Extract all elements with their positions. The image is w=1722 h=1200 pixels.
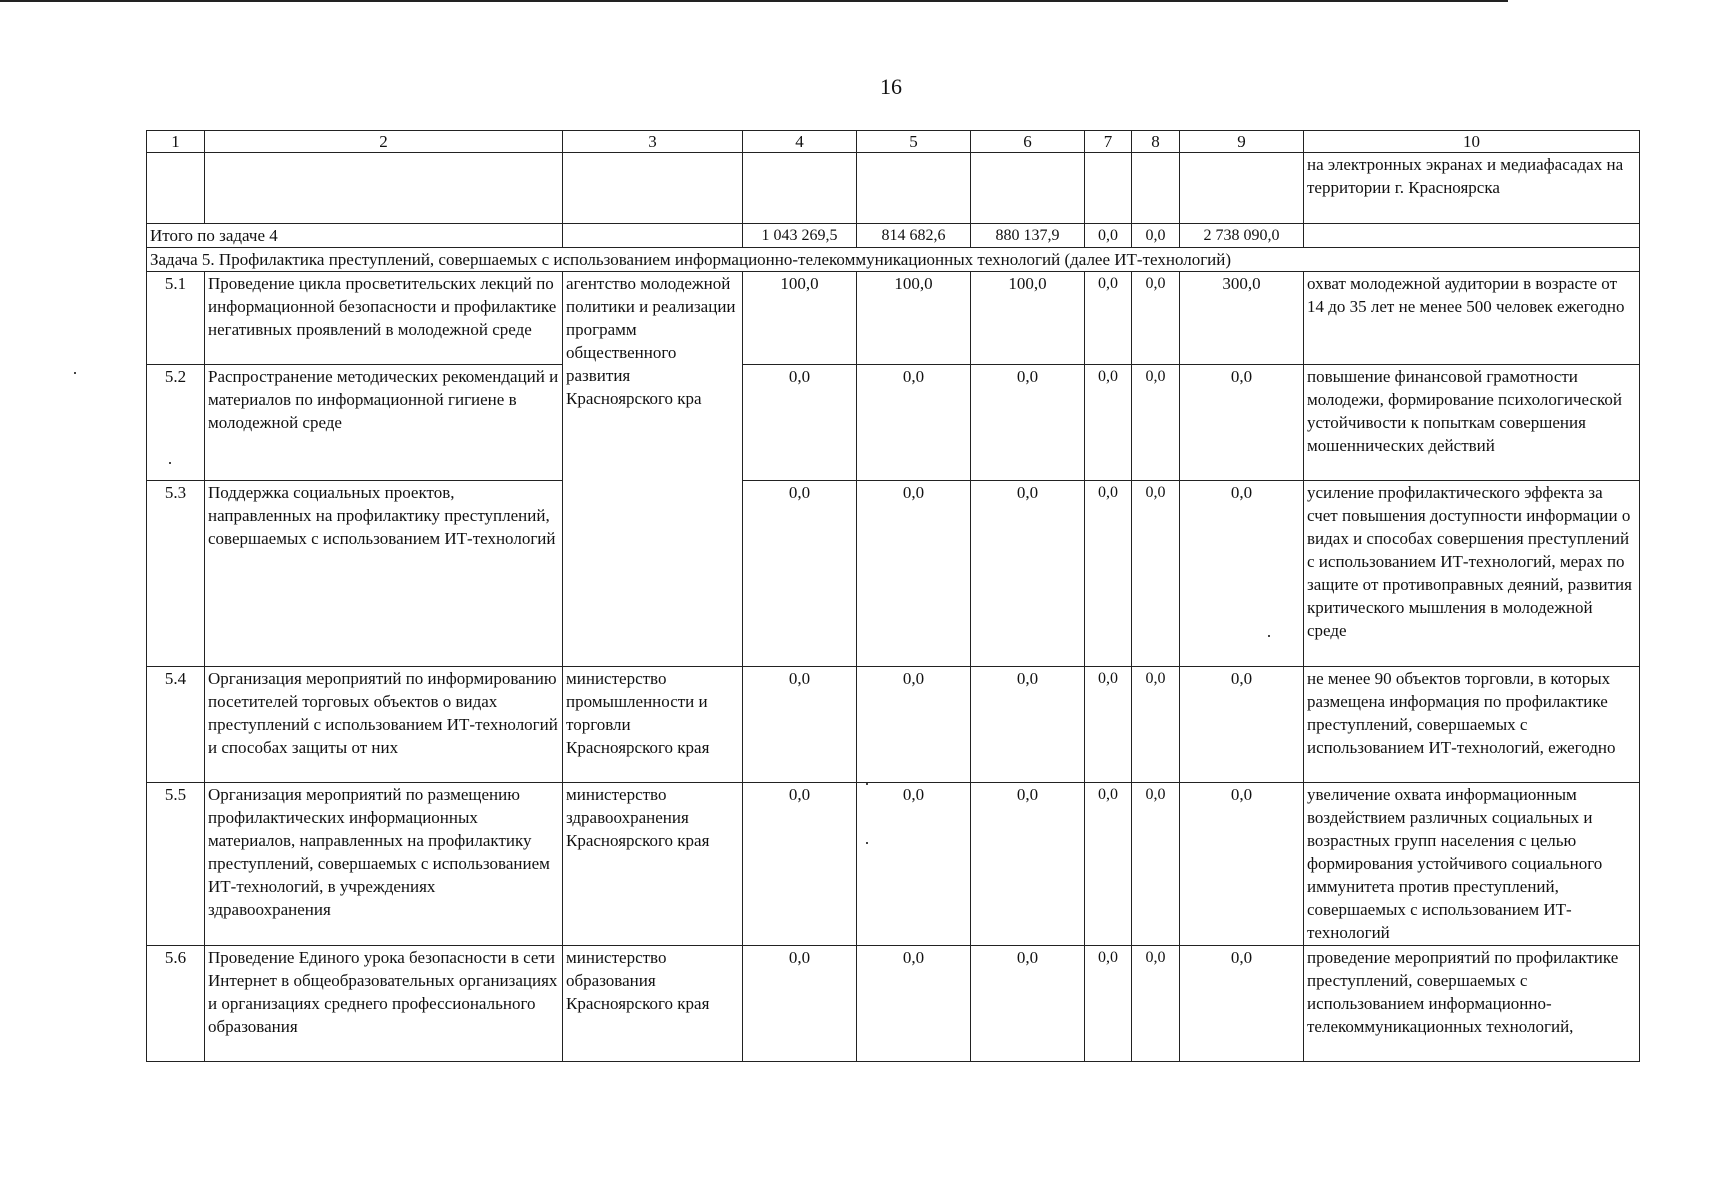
total-task-4-col8: 0,0 — [1132, 224, 1180, 248]
executor: министерство промышленности и торговли Красноярского края — [563, 667, 743, 783]
table-row-5-6 — [147, 946, 1640, 1062]
activity-name: Организация мероприятий по информированию посетителей торговых объектов о видах преступлений с использованием ИТ-технологий и способах защиты от них — [205, 667, 563, 783]
expected-result: не менее 90 объектов торговли, в которых размещена информация по профилактике преступлений, совершаемых с использованием ИТ-технологий, ежегодно — [1304, 667, 1640, 783]
value-col4: 0,0 — [743, 667, 857, 783]
value-col9: 0,0 — [1180, 667, 1304, 783]
header-col-7: 7 — [1085, 131, 1132, 153]
value-col6: 0,0 — [971, 365, 1085, 481]
total-task-4-row — [147, 224, 1640, 248]
value-col5: 0,0 — [857, 667, 971, 783]
value-col4: 100,0 — [743, 272, 857, 365]
header-row — [147, 131, 1640, 153]
table-row-5-4 — [147, 667, 1640, 783]
expected-result: усиление профилактического эффекта за счет повышения доступности информации о видах и способах совершения преступлений с использованием ИТ-технологий, мерах по защите от противоправных деяний, развития критического мышления в молодежной среде — [1304, 481, 1640, 667]
continuation-result: на электронных экранах и медиафасадах на территории г. Красноярска — [1304, 153, 1640, 224]
value-col8: 0,0 — [1132, 365, 1180, 481]
value-col5: 0,0 — [857, 481, 971, 667]
value-col9: 0,0 — [1180, 481, 1304, 667]
total-task-4-col4: 1 043 269,5 — [743, 224, 857, 248]
value-col7: 0,0 — [1085, 272, 1132, 365]
header-col-6: 6 — [971, 131, 1085, 153]
value-col4: 0,0 — [743, 946, 857, 1062]
value-col4: 0,0 — [743, 365, 857, 481]
header-col-1: 1 — [147, 131, 205, 153]
program-table — [146, 130, 1640, 1062]
page-number: 16 — [880, 74, 902, 99]
table-row-5-3 — [147, 481, 1640, 667]
activity-name: Распространение методических рекомендаций и материалов по информационной гигиене в молодежной среде — [205, 365, 563, 481]
task-5-row — [147, 248, 1640, 272]
value-col6: 0,0 — [971, 667, 1085, 783]
header-col-9: 9 — [1180, 131, 1304, 153]
table-row-5-1 — [147, 272, 1640, 365]
value-col7: 0,0 — [1085, 783, 1132, 946]
value-col4: 0,0 — [743, 481, 857, 667]
scan-speck — [169, 462, 171, 464]
row-number: 5.5 — [147, 783, 205, 946]
header-col-5: 5 — [857, 131, 971, 153]
value-col9: 0,0 — [1180, 365, 1304, 481]
table-row-5-2 — [147, 365, 1640, 481]
value-col6: 0,0 — [971, 946, 1085, 1062]
expected-result: охват молодежной аудитории в возрасте от 14 до 35 лет не менее 500 человек ежегодно — [1304, 272, 1640, 365]
header-col-8: 8 — [1132, 131, 1180, 153]
scan-speck — [866, 783, 868, 785]
value-col5: 100,0 — [857, 272, 971, 365]
activity-name: Поддержка социальных проектов, направленных на профилактику преступлений, совершаемых с использованием ИТ-технологий — [205, 481, 563, 667]
row-number: 5.6 — [147, 946, 205, 1062]
activity-name: Организация мероприятий по размещению профилактических информационных материалов, направленных на профилактику преступлений, совершаемых с использованием ИТ-технологий, в учреждениях здравоохранения — [205, 783, 563, 946]
task-5-title: Задача 5. Профилактика преступлений, совершаемых с использованием информационно-телекоммуникационных технологий (далее ИТ-технологий) — [147, 248, 1640, 272]
total-task-4-col9: 2 738 090,0 — [1180, 224, 1304, 248]
executor: министерство образования Красноярского края — [563, 946, 743, 1062]
scan-speck — [1268, 635, 1270, 637]
value-col7: 0,0 — [1085, 365, 1132, 481]
value-col8: 0,0 — [1132, 481, 1180, 667]
row-number: 5.4 — [147, 667, 205, 783]
header-col-4: 4 — [743, 131, 857, 153]
value-col4: 0,0 — [743, 783, 857, 946]
value-col9: 0,0 — [1180, 946, 1304, 1062]
executor: агентство молодежной политики и реализации программ общественного развития Красноярского кра — [563, 272, 743, 667]
value-col7: 0,0 — [1085, 481, 1132, 667]
header-col-2: 2 — [205, 131, 563, 153]
activity-name: Проведение Единого урока безопасности в сети Интернет в общеобразовательных организациях и организациях среднего профессионального образования — [205, 946, 563, 1062]
value-col8: 0,0 — [1132, 667, 1180, 783]
row-number: 5.2 — [147, 365, 205, 481]
value-col5: 0,0 — [857, 946, 971, 1062]
value-col7: 0,0 — [1085, 667, 1132, 783]
value-col5: 0,0 — [857, 365, 971, 481]
total-task-4-col5: 814 682,6 — [857, 224, 971, 248]
value-col6: 0,0 — [971, 783, 1085, 946]
header-col-3: 3 — [563, 131, 743, 153]
total-task-4-label: Итого по задаче 4 — [147, 224, 563, 248]
value-col9: 300,0 — [1180, 272, 1304, 365]
row-number: 5.3 — [147, 481, 205, 667]
scan-speck — [866, 842, 868, 844]
value-col6: 0,0 — [971, 481, 1085, 667]
expected-result: повышение финансовой грамотности молодежи, формирование психологической устойчивости к попыткам совершения мошеннических действий — [1304, 365, 1640, 481]
value-col8: 0,0 — [1132, 946, 1180, 1062]
expected-result: проведение мероприятий по профилактике преступлений, совершаемых с использованием информационно-телекоммуникационных технологий, — [1304, 946, 1640, 1062]
value-col8: 0,0 — [1132, 783, 1180, 946]
value-col8: 0,0 — [1132, 272, 1180, 365]
value-col5: 0,0 — [857, 783, 971, 946]
value-col7: 0,0 — [1085, 946, 1132, 1062]
row-number: 5.1 — [147, 272, 205, 365]
total-task-4-col7: 0,0 — [1085, 224, 1132, 248]
scan-edge-line — [0, 0, 1508, 2]
executor: министерство здравоохранения Красноярского края — [563, 783, 743, 946]
continuation-row — [147, 153, 1640, 224]
value-col9: 0,0 — [1180, 783, 1304, 946]
value-col6: 100,0 — [971, 272, 1085, 365]
table-row-5-5 — [147, 783, 1640, 946]
expected-result: увеличение охвата информационным воздействием различных социальных и возрастных групп населения с целью формирования устойчивого социального иммунитета против преступлений, совершаемых с использованием ИТ- технологий — [1304, 783, 1640, 946]
activity-name: Проведение цикла просветительских лекций по информационной безопасности и профилактике негативных проявлений в молодежной среде — [205, 272, 563, 365]
total-task-4-col6: 880 137,9 — [971, 224, 1085, 248]
scan-speck — [74, 372, 76, 374]
header-col-10: 10 — [1304, 131, 1640, 153]
